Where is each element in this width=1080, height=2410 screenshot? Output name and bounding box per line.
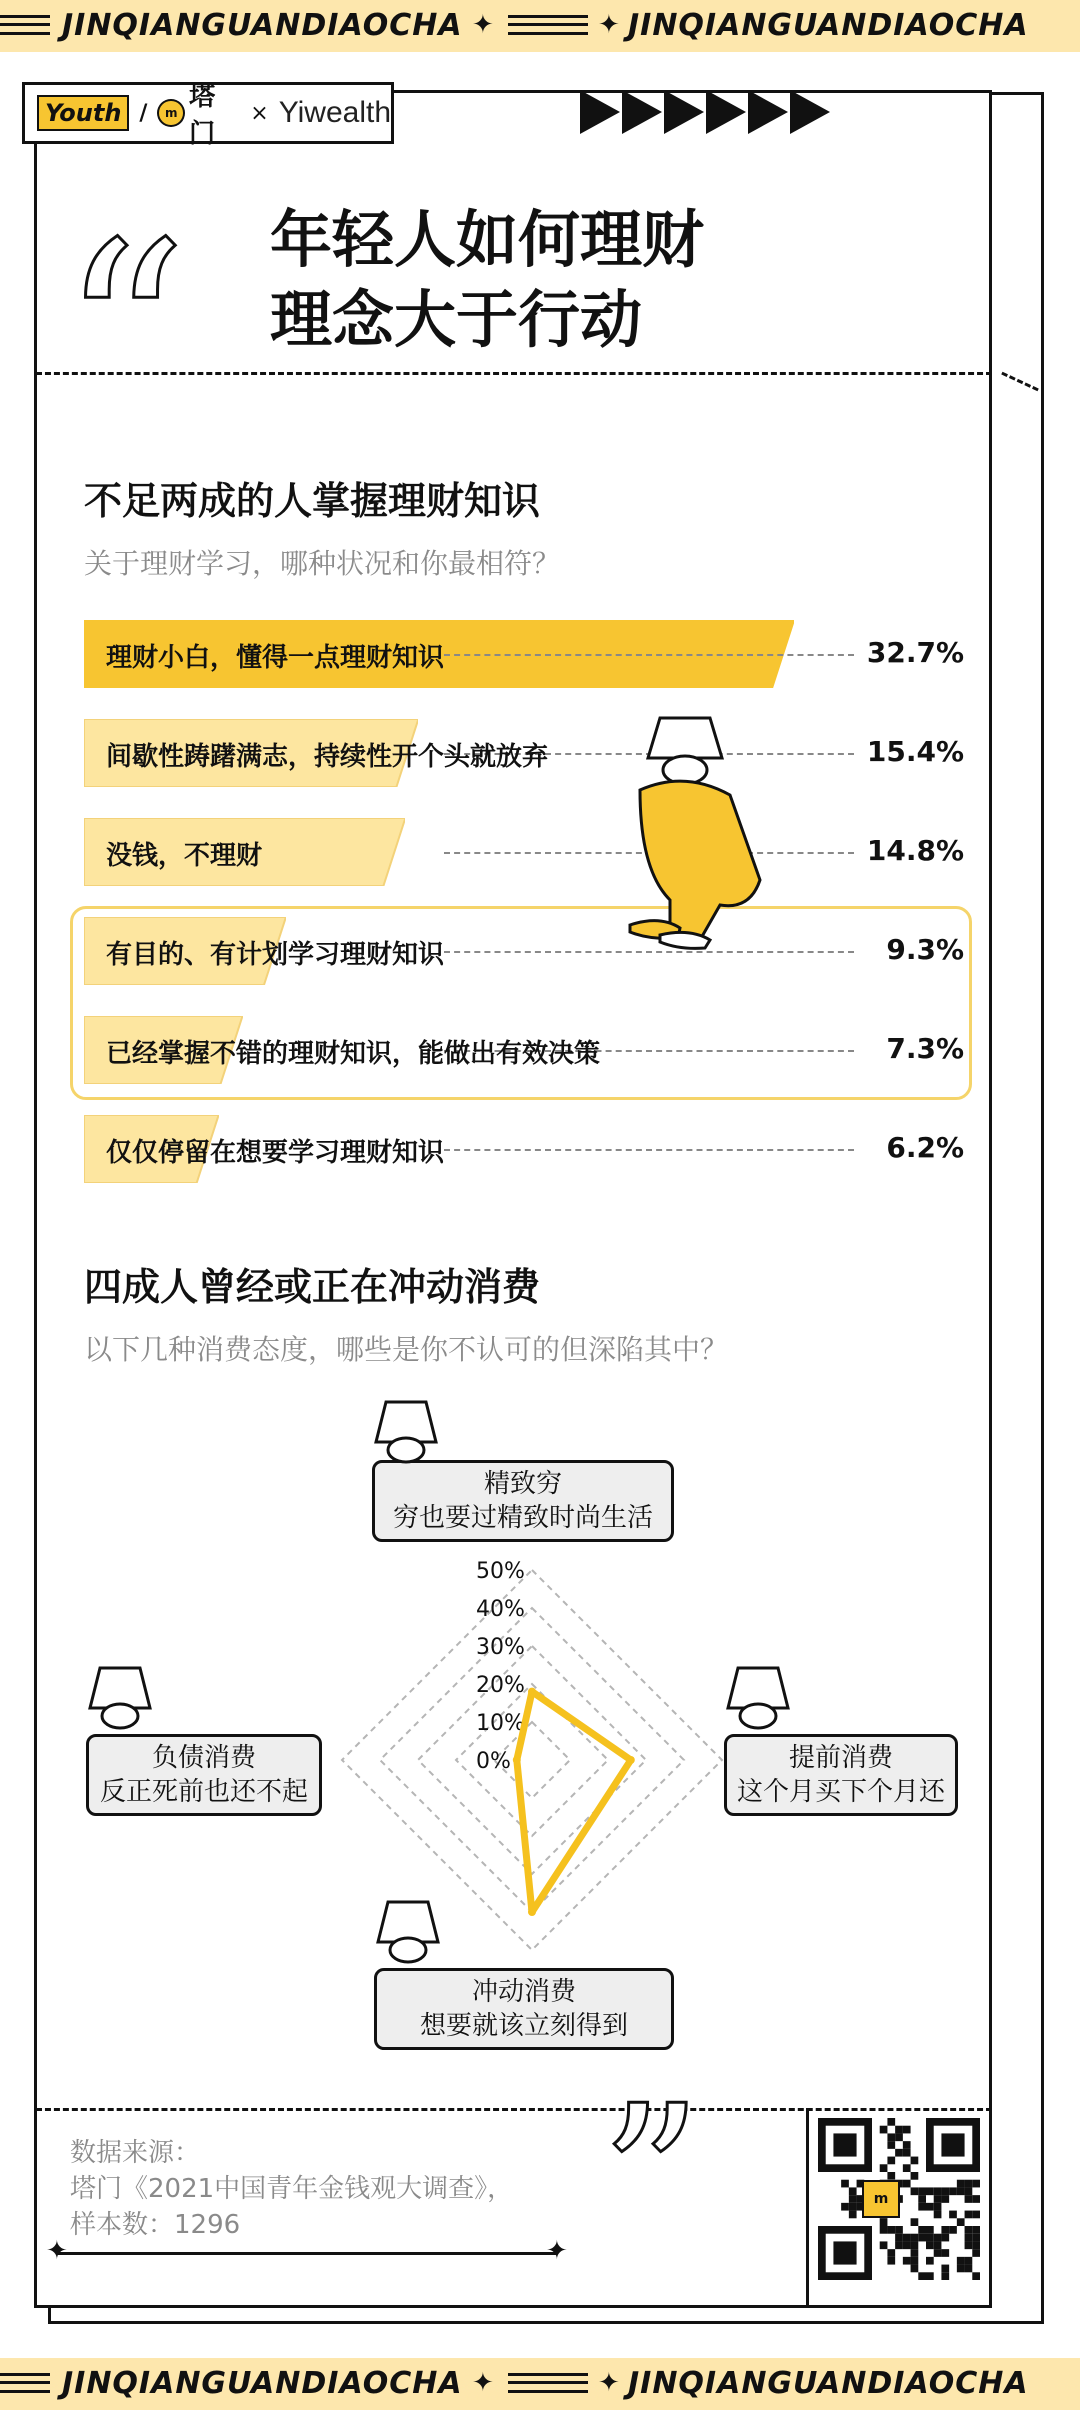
banner-text: JINQIANGUANDIAOCHA (62, 8, 463, 43)
bar-row (84, 620, 964, 688)
logo-cross: × (250, 100, 269, 126)
radar-axis-desc: 这个月买下个月还 (736, 1777, 945, 1807)
seated-figure-illustration (600, 700, 780, 950)
bar-leader-line (444, 951, 854, 953)
section1-title: 不足两成的人掌握理财知识 (84, 479, 541, 523)
footer-source (70, 2135, 513, 2243)
open-quote-icon: “ (60, 189, 188, 480)
star-icon: ✦ (546, 2236, 568, 2266)
lamp-head-icon (372, 1898, 452, 1978)
radar-axis-name: 提前消费 (788, 1743, 893, 1773)
radar-axis-name: 冲动消费 (471, 1977, 576, 2007)
tamen-logo (157, 76, 240, 150)
tamen-coin-icon: m (157, 99, 185, 127)
bar-leader-line (444, 1149, 854, 1151)
top-banner (0, 0, 1080, 52)
bar-row (84, 818, 964, 886)
title-line-1: 年轻人如何理财 (270, 203, 705, 276)
radar-tick-label: 0% (476, 1749, 511, 1774)
radar-axis-name: 精致穷 (483, 1469, 562, 1499)
bar-value-label: 14.8% (866, 834, 964, 867)
bar-label: 已经掌握不错的理财知识，能做出有效决策 (106, 1039, 601, 1069)
yiwealth-logo: Yiwealth (278, 96, 391, 129)
section2-title: 四成人曾经或正在冲动消费 (84, 1265, 541, 1309)
radar-axis-desc: 反正死前也还不起 (99, 1777, 308, 1807)
radar-tick-label: 10% (476, 1711, 525, 1736)
bar-label: 间歇性踌躇满志，持续性开个头就放弃 (106, 742, 549, 772)
bar-leader-line (444, 654, 854, 656)
star-icon: ✦ (598, 2368, 620, 2398)
radar-tick-label: 40% (476, 1597, 525, 1622)
star-icon: ✦ (598, 10, 620, 40)
lamp-head-icon (370, 1398, 450, 1478)
bar-label: 理财小白，懂得一点理财知识 (106, 643, 445, 673)
arrow-icon (580, 90, 620, 134)
bar-row (84, 1016, 964, 1084)
banner-lines (0, 2373, 50, 2393)
radar-tick-label: 30% (476, 1635, 525, 1660)
radar-axis-desc: 想要就该立刻得到 (419, 2011, 628, 2041)
bar-value-label: 7.3% (886, 1032, 964, 1065)
title-line-2: 理念大于行动 (270, 283, 643, 356)
divider (36, 2108, 992, 2111)
arrow-icon (664, 90, 704, 134)
tamen-qr-logo-icon: m (862, 2180, 900, 2218)
radar-tick-label: 20% (476, 1673, 525, 1698)
bar-label: 没钱，不理财 (106, 841, 263, 871)
bottom-banner (0, 2358, 1080, 2410)
page-title (270, 200, 704, 360)
divider (36, 372, 992, 375)
banner-text: JINQIANGUANDIAOCHA (628, 2366, 1029, 2401)
logo-box (22, 82, 394, 149)
close-quote-icon: ” (600, 2063, 703, 2296)
logo-separator: / (139, 100, 148, 126)
bar-row (84, 917, 964, 985)
arrow-icon (790, 90, 830, 134)
arrow-icon (706, 90, 746, 134)
bar-value-label: 6.2% (886, 1131, 964, 1164)
radar-label-bottom (374, 1968, 674, 2050)
banner-lines (508, 15, 588, 35)
radar-label-left (86, 1734, 322, 1816)
bar-label: 有目的、有计划学习理财知识 (106, 940, 445, 970)
radar-axis-desc: 穷也要过精致时尚生活 (392, 1503, 653, 1533)
source-label: 数据来源： (70, 2138, 201, 2168)
section1-subtitle: 关于理财学习，哪种状况和你最相符？ (84, 547, 561, 580)
footer-line (56, 2252, 556, 2255)
bar-row (84, 719, 964, 787)
star-icon: ✦ (472, 10, 494, 40)
bar-row (84, 1115, 964, 1183)
lamp-head-icon (84, 1664, 164, 1744)
youth-logo: Youth (37, 95, 129, 131)
star-icon: ✦ (472, 2368, 494, 2398)
sample-size: 样本数：1296 (70, 2210, 241, 2240)
footer-divider (806, 2108, 809, 2306)
arrow-icon (748, 90, 788, 134)
section2-subtitle: 以下几种消费态度，哪些是你不认可的但深陷其中？ (84, 1333, 729, 1366)
lamp-head-icon (722, 1664, 802, 1744)
bar-label: 仅仅停留在想要学习理财知识 (106, 1138, 445, 1168)
radar-tick-label: 50% (476, 1559, 525, 1584)
banner-lines (508, 2373, 588, 2393)
tamen-logo-text: 塔门 (189, 82, 216, 149)
arrow-icon (622, 90, 662, 134)
radar-axis-name: 负债消费 (151, 1743, 256, 1773)
arrows-decoration (580, 90, 832, 134)
bar-value-label: 9.3% (886, 933, 964, 966)
star-icon: ✦ (46, 2236, 68, 2266)
banner-lines (0, 15, 50, 35)
banner-text: JINQIANGUANDIAOCHA (62, 2366, 463, 2401)
source-name: 塔门《2021中国青年金钱观大调查》， (70, 2174, 514, 2204)
radar-label-right (724, 1734, 958, 1816)
bar-value-label: 32.7% (866, 636, 964, 669)
bar-value-label: 15.4% (866, 735, 964, 768)
banner-text: JINQIANGUANDIAOCHA (628, 8, 1029, 43)
